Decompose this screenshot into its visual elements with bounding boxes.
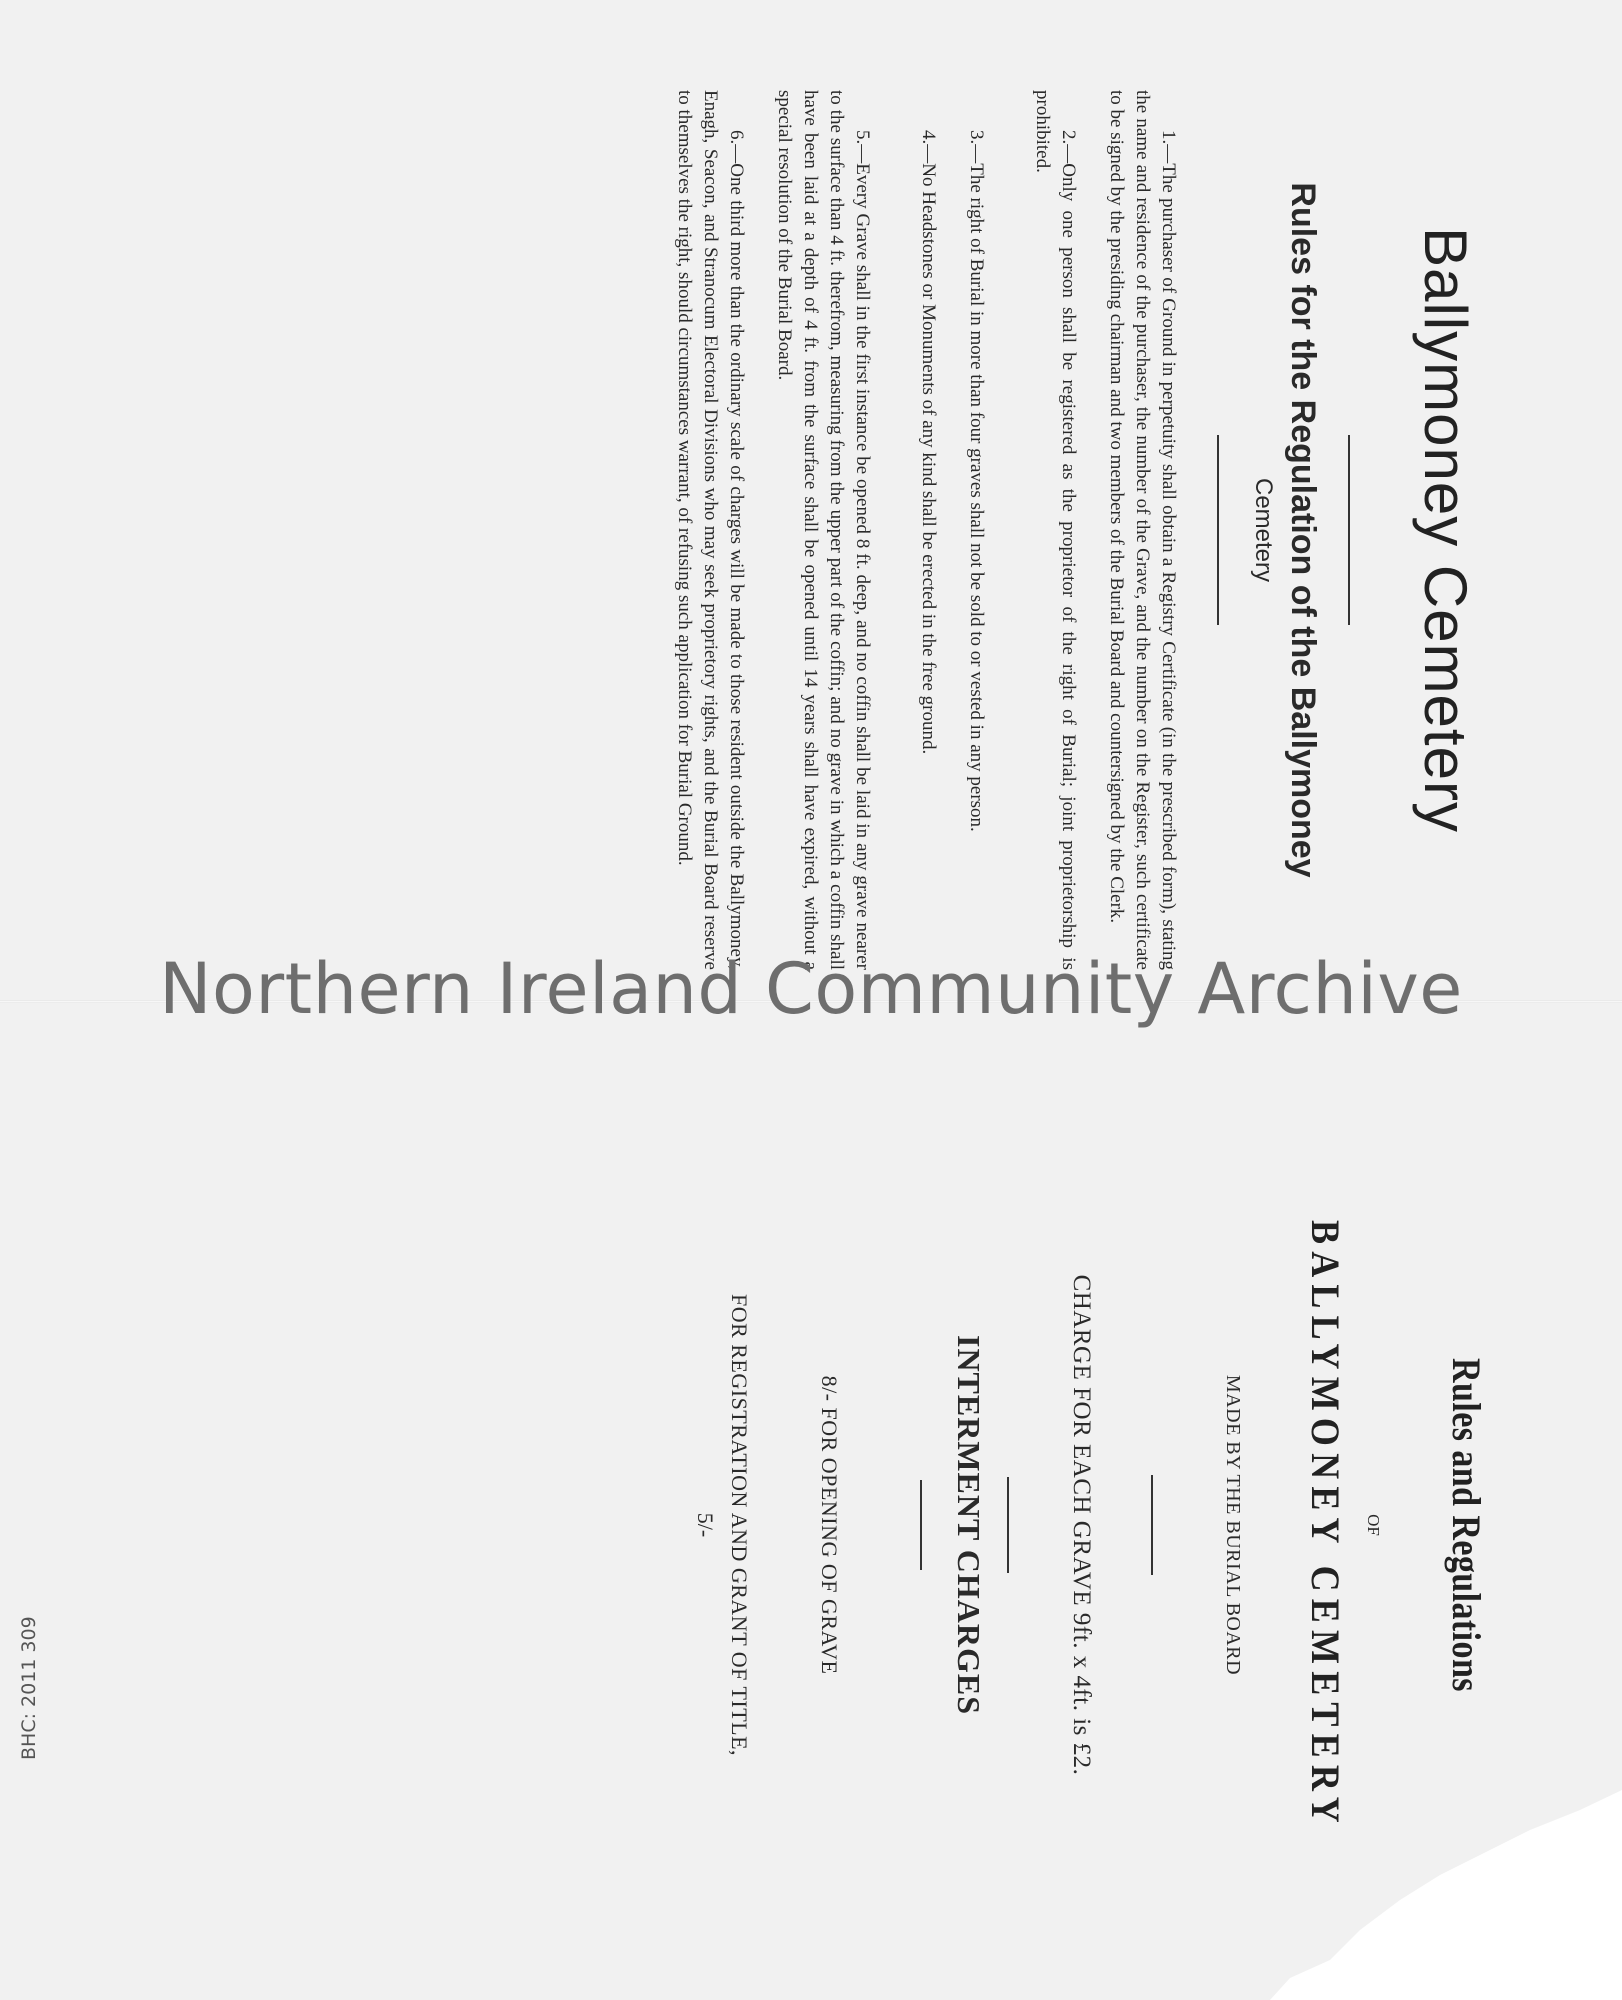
divider	[1217, 435, 1219, 625]
rule-6: 6.—One third more than the ordinary scale of charges will be made to those resident outside the Ballymoney, Enagh, Seacon, and Stranocum Electoral Divisions who may seek proprietory rights, and the Burial Board reserve to themselves the right, should circumstances warrant, of refusing such application for Burial Ground.	[674, 90, 747, 970]
divider	[1007, 1477, 1009, 1573]
divider	[1151, 1475, 1153, 1575]
rule-3: 3.—The right of Burial in more than four graves shall not be sold to or vested in any person.	[966, 130, 987, 832]
rules-title: Ballymoney Cemetery	[1412, 227, 1479, 833]
cover-title: Rules and Regulations	[1444, 1358, 1489, 1692]
divider	[1348, 435, 1350, 625]
cover-of: OF	[1364, 1514, 1383, 1536]
rules-subtitle-2: Cemetery	[1250, 477, 1277, 583]
cover-made-by: MADE BY THE BURIAL BOARD	[1222, 1374, 1244, 1676]
cover-panel	[90, 1080, 1490, 1970]
rule-1: 1.—The purchaser of Ground in perpetuity shall obtain a Registry Certificate (in the prescribed form), stating the name and residence of the purchaser, the number of the Grave, and the number on the Register, such certificate to be signed by the presiding chairman and two members of the Burial Board and countersigned by the Clerk.	[1106, 90, 1179, 970]
divider	[920, 1480, 922, 1570]
rule-5: 5.—Every Grave shall in the first instance be opened 8 ft. deep, and no coffin shall be laid in any grave nearer to the surface than 4 ft. therefrom, measuring from the upper part of the coffin; and no grave in which a coffin shall have been laid at a depth of 4 ft. from the surface shall be opened until 14 years shall have expired, without a special resolution of the Burial Board.	[774, 90, 873, 970]
registration-fee: 5/-	[693, 1512, 718, 1538]
registration-charge: FOR REGISTRATION AND GRANT OF TITLE,	[727, 1293, 752, 1757]
opening-charge: 8/- FOR OPENING OF GRAVE	[817, 1375, 842, 1675]
interment-heading: INTERMENT CHARGES	[951, 1334, 987, 1716]
grave-charge: CHARGE FOR EACH GRAVE 9ft. x 4ft. is £2.	[1068, 1274, 1095, 1776]
cover-cemetery-name: BALLYMONEY CEMETERY	[1303, 1220, 1348, 1830]
rule-4: 4.—No Headstones or Monuments of any kind shall be erected in the free ground.	[918, 130, 939, 755]
handwritten-reference: BHC: 2011 309	[18, 1616, 40, 1760]
rule-2: 2.—Only one person shall be registered as the proprietor of the right of Burial; joint proprietorship is prohibited.	[1032, 90, 1079, 970]
rules-panel	[80, 90, 1480, 970]
archive-watermark: Northern Ireland Community Archive	[159, 948, 1463, 1030]
rules-subtitle: Rules for the Regulation of the Ballymoney	[1284, 182, 1322, 878]
